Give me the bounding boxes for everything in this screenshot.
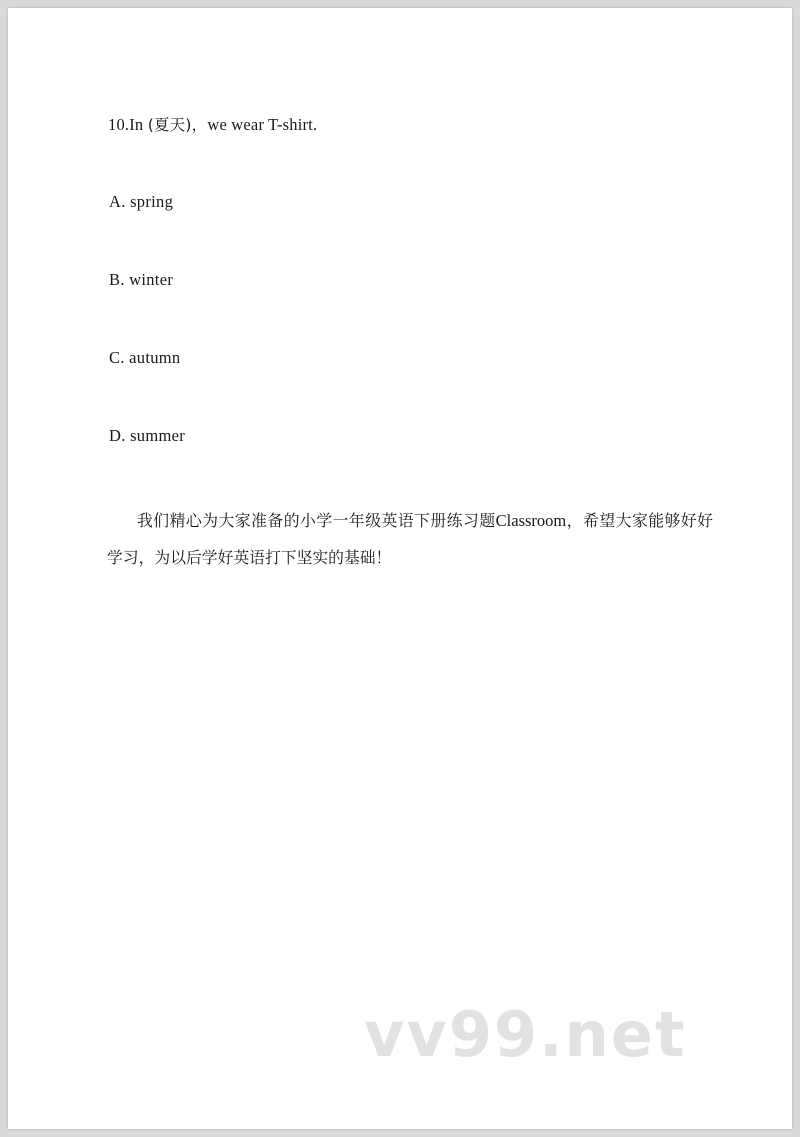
option-d[interactable]: D. summer: [109, 426, 186, 445]
closing-paragraph: [107, 502, 713, 576]
option-c[interactable]: C. autumn: [109, 348, 181, 367]
question-text-before: In: [129, 115, 144, 134]
question-punctuation: ，: [191, 116, 208, 134]
question-line: [108, 113, 317, 135]
option-b[interactable]: B. winter: [109, 270, 174, 289]
closing-part2: ，希望大家能够好好学习，为以后学好英语打下坚实的基础！: [107, 511, 713, 567]
closing-part1: 我们精心为大家准备的小学一年级英语下册练习题: [137, 511, 496, 530]
question-chinese-hint: (夏天): [147, 116, 192, 134]
option-a[interactable]: A. spring: [109, 192, 174, 211]
closing-highlight: Classroom: [495, 511, 567, 530]
document-page: [8, 8, 792, 1129]
question-number: 10.: [108, 115, 130, 134]
watermark-text: vv99.net: [364, 998, 687, 1071]
question-text-after: we wear T-shirt.: [207, 115, 318, 134]
